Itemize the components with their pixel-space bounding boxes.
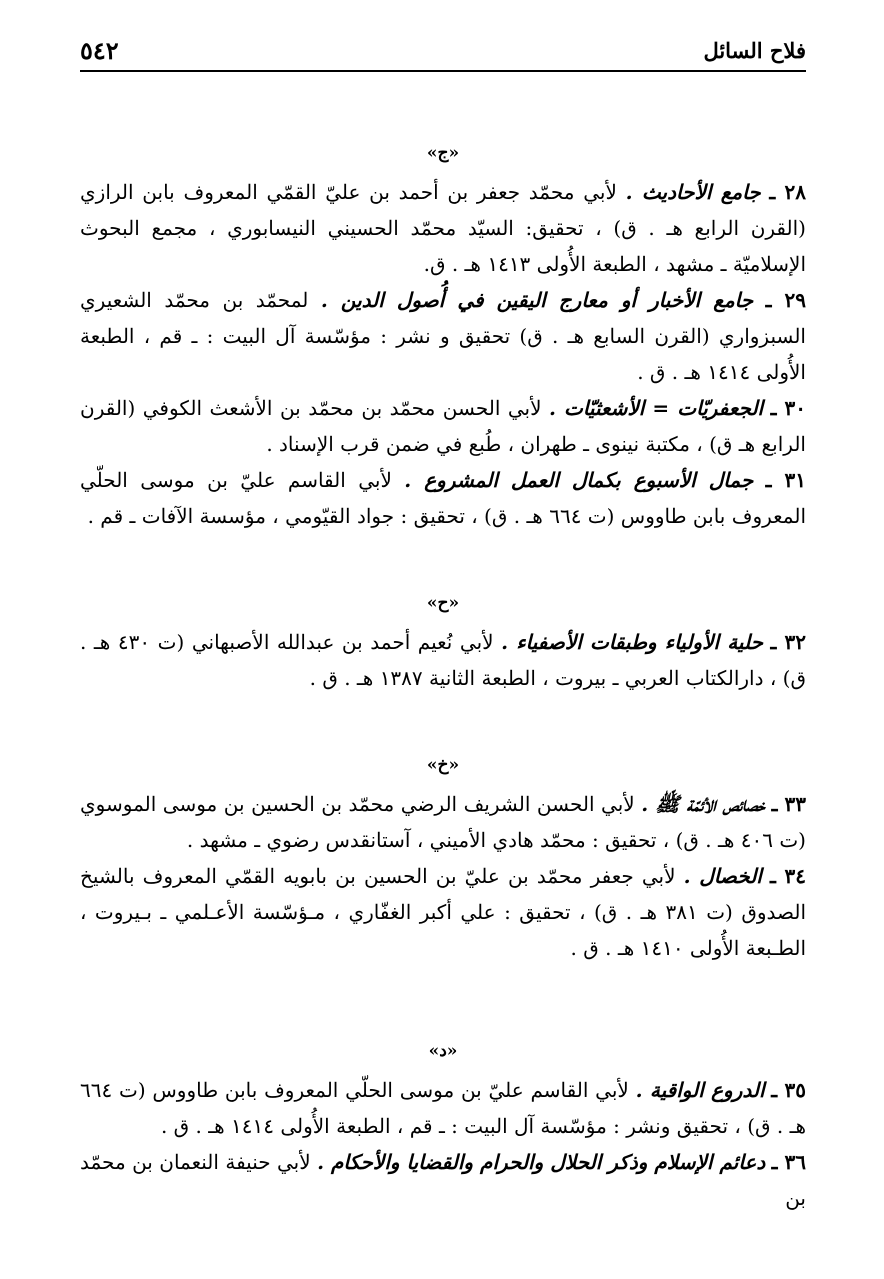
entry-title: الجعفريّات = الأشعثيّات . — [548, 396, 764, 420]
entry-title: خصائص الأئمّة ﷺ . — [641, 792, 766, 816]
section-spacer — [80, 966, 806, 1038]
list-item — [80, 1144, 806, 1216]
page-header — [80, 30, 806, 72]
section-heading: «د» — [428, 1041, 458, 1061]
section-heading: «ج» — [426, 143, 460, 163]
section-heading: «ح» — [426, 593, 460, 613]
entry-text: لأبي حنيفة النعمان بن محمّد بن — [80, 1150, 806, 1210]
entry-text: لأبي القاسم عليّ بن موسى الحلّي المعروف بابن طاووس (ت ٦٦٤ هـ . ق) ، تحقيق ونشر : مؤسّسة آل البيت : ـ قم ، الطبعة الأُولى ١٤١٤ هـ . ق . — [80, 1078, 806, 1138]
entry-text: لأبي الحسن الشريف الرضي محمّد بن الحسين بن موسى الموسوي (ت ٤٠٦ هـ . ق) ، تحقيق : محمّد هادي الأميني ، آستانقدس رضوي ـ مشهد . — [80, 792, 806, 852]
entry-number: ٣٤ ـ — [769, 864, 807, 888]
entry-title: جامع الأحاديث . — [625, 180, 761, 204]
section-spacer — [80, 696, 806, 752]
entry-number: ٣٣ ـ — [771, 792, 807, 816]
list-item — [80, 858, 806, 966]
list-item — [80, 1072, 806, 1144]
list-item — [80, 174, 806, 282]
entry-number: ٣٥ ـ — [771, 1078, 807, 1102]
book-title: فلاح السائل — [703, 38, 806, 63]
entry-title: دعائم الإسلام وذكر الحلال والحرام والقضايا والأحكام . — [317, 1150, 766, 1174]
list-item — [80, 462, 806, 534]
entry-text: لأبي محمّد جعفر بن أحمد بن عليّ القمّي المعروف بابن الرازي (القرن الرابع هـ . ق) ، تحقيق: السيّد محمّد الحسيني النيسابوري ، مجمع البحوث الإسلاميّة ـ مشهد ، الطبعة الأُولى ١٤١٣ هـ . ق. — [80, 180, 806, 276]
entry-number: ٢٨ ـ — [769, 180, 807, 204]
entry-text: لأبي القاسم عليّ بن موسى الحلّي المعروف بابن طاووس (ت ٦٦٤ هـ . ق) ، تحقيق : جواد القيّومي ، مؤسسة الآفات ـ قم . — [80, 468, 806, 528]
entry-number: ٣١ ـ — [765, 468, 807, 492]
entry-text: لأبي جعفر محمّد بن عليّ بن الحسين بن بابويه القمّي المعروف بالشيخ الصدوق (ت ٣٨١ هـ . ق) ، تحقيق : علي أكبر الغفّاري ، مـؤسّسة الأعـلمي ـ بـيروت ، الطـبعة الأُولى ١٤١٠ هـ . ق . — [80, 864, 807, 960]
list-item — [80, 624, 806, 696]
entry-title: جامع الأخبار أو معارج اليقين في أُصول الدين . — [320, 288, 754, 312]
entry-number: ٣٦ ـ — [771, 1150, 807, 1174]
entry-title: جمال الأسبوع بكمال العمل المشروع . — [404, 468, 754, 492]
entry-title: الدروع الواقية . — [635, 1078, 765, 1102]
section-spacer — [80, 534, 806, 590]
entry-title: حلية الأولياء وطبقات الأصفياء . — [501, 630, 763, 654]
list-item — [80, 282, 806, 390]
entry-number: ٣٠ ـ — [770, 396, 807, 420]
entry-text: لأبي نُعيم أحمد بن عبدالله الأصبهاني (ت ٤٣٠ هـ . ق) ، دارالكتاب العربي ـ بيروت ، الطبعة الثانية ١٣٨٧ هـ . ق . — [80, 630, 806, 690]
list-item — [80, 390, 806, 462]
entry-number: ٣٢ ـ — [770, 630, 807, 654]
entry-title: الخصال . — [683, 864, 762, 888]
list-item — [80, 786, 806, 858]
page-number: ٥٤٢ — [80, 36, 119, 65]
entry-text: لأبي الحسن محمّد بن محمّد بن الأشعث الكوفي (القرن الرابع هـ ق) ، مكتبة نينوى ـ طهران ، طُبع في ضمن قرب الإسناد . — [80, 396, 806, 456]
section-heading: «خ» — [426, 755, 460, 775]
entry-number: ٢٩ ـ — [765, 288, 807, 312]
bibliography-content — [80, 140, 806, 1216]
entry-text: لمحمّد بن محمّد الشعيري السبزواري (القرن السابع هـ . ق) تحقيق و نشر : مؤسّسة آل البيت : ـ قم ، الطبعة الأُولى ١٤١٤ هـ . ق . — [80, 288, 806, 384]
